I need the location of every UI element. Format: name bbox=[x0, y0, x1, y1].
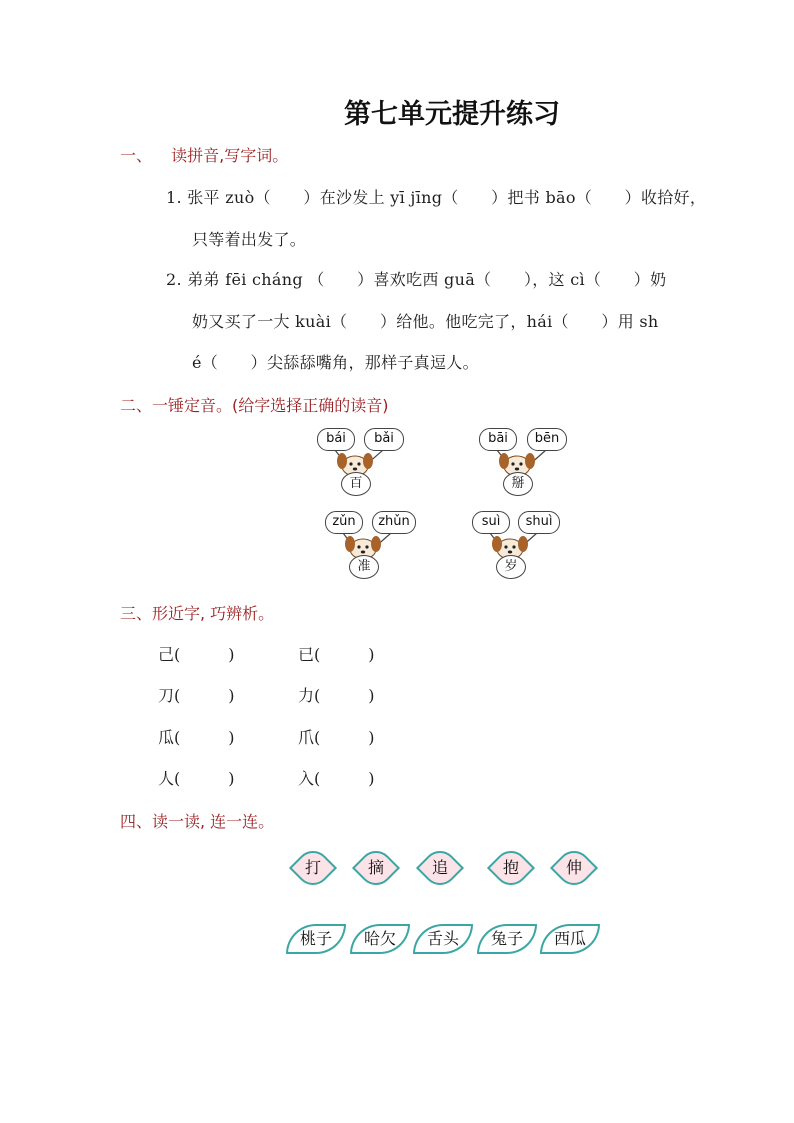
pinyin-option[interactable]: suì bbox=[472, 511, 510, 534]
verb-text: 打 bbox=[304, 858, 321, 877]
noun-card[interactable]: 桃子 bbox=[286, 924, 346, 954]
char-pair-left: 己( ) bbox=[158, 645, 235, 664]
section1-heading-text: 读拼音,写字词。 bbox=[171, 146, 289, 165]
noun-card[interactable]: 舌头 bbox=[413, 924, 473, 954]
char-pair-right: 爪( ) bbox=[298, 728, 375, 747]
verb-leaf[interactable] bbox=[352, 844, 400, 892]
char-pair-left: 瓜( ) bbox=[158, 728, 235, 747]
s1-line-4: 奶又买了一大 kuài（ ）给他。他吃完了，hái（ ）用 sh bbox=[192, 312, 659, 331]
s1-line-1: 1. 张平 zuò（ ）在沙发上 yī jīng（ ）把书 bāo（ ）收拾好， bbox=[166, 188, 707, 207]
pinyin-option[interactable]: bāi bbox=[479, 428, 517, 451]
noun-card[interactable]: 哈欠 bbox=[350, 924, 410, 954]
s1-line-5: é（ ）尖舔舔嘴角，那样子真逗人。 bbox=[192, 353, 479, 372]
character-circle: 岁 bbox=[496, 555, 526, 579]
section1-heading-number: 一、 bbox=[120, 146, 153, 165]
char-pair-right: 入( ) bbox=[298, 769, 375, 788]
pinyin-option[interactable]: zhǔn bbox=[372, 511, 416, 534]
page-title: 第七单元提升练习 bbox=[344, 99, 560, 130]
pinyin-option[interactable]: shuì bbox=[518, 511, 560, 534]
verb-leaf[interactable] bbox=[416, 844, 464, 892]
s1-line-3: 2. 弟弟 fēi cháng （ ）喜欢吃西 guā（ ），这 cì（ ）奶 bbox=[166, 270, 667, 289]
verb-leaf[interactable] bbox=[550, 844, 598, 892]
character-circle: 准 bbox=[349, 555, 379, 579]
section4-heading: 四、读一读, 连一连。 bbox=[120, 812, 275, 831]
pinyin-option[interactable]: bēn bbox=[527, 428, 567, 451]
verb-text: 摘 bbox=[367, 858, 384, 877]
verb-text: 抱 bbox=[502, 858, 519, 877]
section3-heading: 三、形近字, 巧辨析。 bbox=[120, 604, 275, 623]
verb-leaf[interactable] bbox=[487, 844, 535, 892]
verb-text: 伸 bbox=[565, 858, 582, 877]
pinyin-option[interactable]: zǔn bbox=[325, 511, 363, 534]
noun-card[interactable]: 西瓜 bbox=[540, 924, 600, 954]
pinyin-option[interactable]: bǎi bbox=[364, 428, 404, 451]
pinyin-option[interactable]: bái bbox=[317, 428, 355, 451]
section2-heading: 二、一锤定音。(给字选择正确的读音) bbox=[120, 396, 389, 415]
verb-leaf[interactable] bbox=[289, 844, 337, 892]
noun-card[interactable]: 兔子 bbox=[477, 924, 537, 954]
char-pair-right: 力( ) bbox=[298, 686, 375, 705]
char-pair-left: 人( ) bbox=[158, 769, 235, 788]
char-pair-right: 已( ) bbox=[298, 645, 375, 664]
s1-line-2: 只等着出发了。 bbox=[192, 230, 307, 249]
verb-text: 追 bbox=[431, 858, 448, 877]
character-circle: 百 bbox=[341, 472, 371, 496]
char-pair-left: 刀( ) bbox=[158, 686, 235, 705]
character-circle: 掰 bbox=[503, 472, 533, 496]
